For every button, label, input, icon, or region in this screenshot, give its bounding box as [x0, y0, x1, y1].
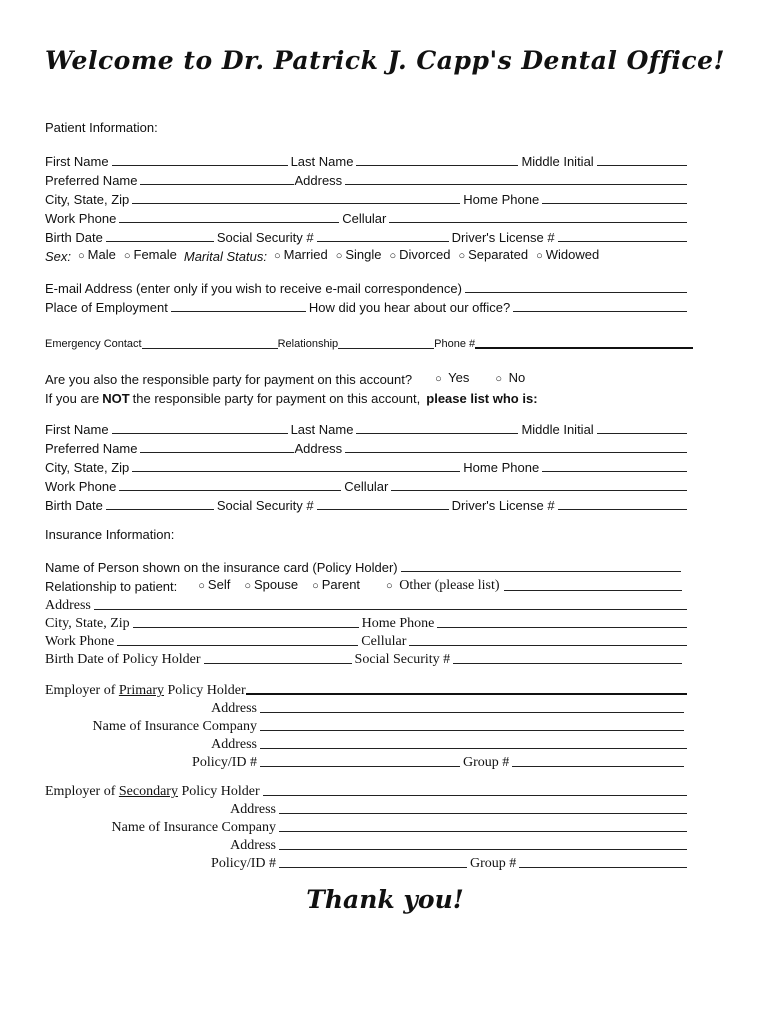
secondary-address2-field[interactable]: [279, 849, 687, 850]
email-field[interactable]: [465, 292, 687, 293]
relationship-field[interactable]: [338, 348, 434, 349]
ins-address-field[interactable]: [94, 609, 687, 610]
primary-policy-label: Policy/ID #: [192, 755, 257, 770]
how-heard-field[interactable]: [513, 311, 687, 312]
resp-cellular-label: Cellular: [344, 479, 389, 494]
cellular-label: Cellular: [342, 211, 387, 226]
secondary-group-label: Group #: [470, 856, 517, 871]
resp-first-name-label: First Name: [45, 422, 109, 437]
primary-address-label: Address: [211, 701, 257, 716]
secondary-policy-label: Policy/ID #: [211, 856, 276, 871]
marital-option-divorced[interactable]: [386, 247, 455, 264]
address-label: Address: [294, 173, 343, 188]
resp-preferred-name-label: Preferred Name: [45, 441, 138, 456]
sex-option-male[interactable]: [74, 247, 120, 264]
ins-cellular-label: Cellular: [361, 634, 407, 649]
radio-circle-icon: ○: [78, 250, 85, 262]
ins-birth-row: [45, 648, 682, 667]
ins-work-row: [45, 630, 687, 649]
birth-date-label: Birth Date: [45, 230, 103, 245]
radio-circle-icon: ○: [495, 373, 503, 385]
patient-name-row: [45, 150, 687, 169]
last-name-label: Last Name: [290, 154, 354, 169]
primary-address2-field[interactable]: [260, 748, 687, 749]
secondary-policy-row: [45, 852, 687, 871]
patient-email-row: [45, 277, 687, 296]
resp-birth-date-field[interactable]: [106, 509, 214, 510]
primary-policy-row: [45, 751, 684, 770]
responsible-instruction-row: [45, 387, 687, 406]
ins-birth-date-field[interactable]: [204, 663, 352, 664]
primary-company-label: Name of Insurance Company: [92, 719, 257, 734]
radio-circle-icon: ○: [312, 580, 319, 592]
radio-circle-icon: ○: [458, 250, 466, 262]
primary-employer-row: [45, 679, 687, 698]
secondary-address-row: [45, 798, 687, 817]
resp-drivers-license-label: Driver's License #: [451, 498, 555, 513]
secondary-address2-row: [45, 834, 687, 853]
relationship-option-parent[interactable]: [302, 577, 364, 594]
policy-holder-name-row: [45, 556, 681, 575]
insurance-info-heading: Insurance Information:: [45, 527, 175, 542]
cellular-field[interactable]: [389, 222, 687, 223]
sex-option-label: Male: [87, 247, 116, 262]
primary-address2-label: Address: [211, 737, 257, 752]
birth-date-field[interactable]: [106, 241, 214, 242]
responsible-instruction-b: the responsible party for payment on this account,: [132, 391, 421, 406]
policy-holder-name-field[interactable]: [401, 571, 681, 572]
marital-status-label: Marital Status:: [183, 249, 267, 264]
marital-option-label: Widowed: [545, 247, 600, 262]
secondary-company-row: [45, 816, 687, 835]
marital-option-single[interactable]: [332, 247, 386, 264]
patient-birth-row: [45, 226, 687, 245]
resp-address-label: Address: [294, 441, 343, 456]
resp-home-phone-field[interactable]: [542, 471, 687, 472]
marital-option-widowed[interactable]: [532, 247, 603, 264]
employment-label: Place of Employment: [45, 300, 168, 315]
primary-address-row: [45, 697, 687, 716]
primary-employer-text-b: Policy Holder: [167, 683, 246, 698]
resp-middle-initial-field[interactable]: [597, 433, 687, 434]
primary-employer-field[interactable]: [246, 693, 687, 695]
secondary-employer-text-a: Employer of: [45, 784, 116, 799]
drivers-license-label: Driver's License #: [451, 230, 555, 245]
primary-group-label: Group #: [463, 755, 510, 770]
resp-cellular-field[interactable]: [391, 490, 687, 491]
relationship-option-label: Spouse: [253, 577, 299, 592]
first-name-field[interactable]: [112, 165, 288, 166]
home-phone-field[interactable]: [542, 203, 687, 204]
employment-field[interactable]: [171, 311, 306, 312]
social-security-label: Social Security #: [216, 230, 314, 245]
resp-drivers-license-field[interactable]: [558, 509, 687, 510]
resp-last-name-field[interactable]: [356, 433, 518, 434]
resp-work-phone-field[interactable]: [119, 490, 341, 491]
social-security-field[interactable]: [317, 241, 449, 242]
relationship-option-spouse[interactable]: [234, 577, 302, 594]
ins-city-state-zip-label: City, State, Zip: [45, 616, 130, 631]
policy-holder-name-label: Name of Person shown on the insurance card (Policy Holder): [45, 560, 398, 575]
ins-social-security-label: Social Security #: [354, 652, 451, 667]
email-label: E-mail Address (enter only if you wish to receive e-mail correspondence): [45, 281, 462, 296]
radio-circle-icon: ○: [386, 580, 393, 592]
sex-label: Sex:: [45, 249, 72, 264]
resp-work-phone-label: Work Phone: [45, 479, 117, 494]
sex-option-female[interactable]: [120, 247, 181, 264]
thank-you-text: Thank you!: [306, 885, 464, 914]
city-state-zip-label: City, State, Zip: [45, 192, 130, 207]
ins-home-phone-label: Home Phone: [361, 616, 435, 631]
resp-city-state-zip-field[interactable]: [132, 471, 460, 472]
secondary-address-label: Address: [230, 802, 276, 817]
resp-last-name-label: Last Name: [290, 422, 354, 437]
preferred-name-field[interactable]: [140, 184, 294, 185]
emergency-contact-label: Emergency Contact: [45, 338, 142, 350]
secondary-employer-text-b: Policy Holder: [181, 784, 260, 799]
radio-circle-icon: ○: [198, 580, 205, 592]
relationship-other-field[interactable]: [504, 590, 683, 591]
patient-city-row: [45, 188, 687, 207]
primary-company-row: [45, 715, 687, 734]
ins-home-phone-field[interactable]: [437, 627, 687, 628]
resp-first-name-field[interactable]: [112, 433, 288, 434]
secondary-policy-field[interactable]: [279, 867, 467, 868]
emergency-phone-field[interactable]: [475, 347, 693, 349]
resp-home-phone-label: Home Phone: [463, 460, 540, 475]
patient-sex-marital-row: [45, 245, 687, 264]
ins-address-label: Address: [45, 598, 91, 613]
secondary-group-field[interactable]: [519, 867, 687, 868]
patient-info-heading: Patient Information:: [45, 120, 158, 135]
address-field[interactable]: [345, 184, 687, 185]
secondary-employer-field[interactable]: [263, 795, 687, 796]
responsible-question-row: [45, 368, 687, 387]
secondary-employer-word: Secondary: [118, 784, 178, 799]
ins-address-row: [45, 594, 687, 613]
city-state-zip-field[interactable]: [132, 203, 460, 204]
responsible-instruction-c: please list who is:: [426, 391, 538, 406]
resp-birth-date-label: Birth Date: [45, 498, 103, 513]
responsible-no-option[interactable]: [473, 370, 529, 387]
radio-circle-icon: ○: [536, 250, 543, 262]
responsible-no-label: No: [508, 370, 526, 385]
responsible-work-row: [45, 475, 687, 494]
primary-group-field[interactable]: [512, 766, 684, 767]
ins-work-phone-label: Work Phone: [45, 634, 115, 649]
marital-option-label: Single: [345, 247, 382, 262]
first-name-label: First Name: [45, 154, 109, 169]
primary-employer-label: [45, 683, 246, 698]
relationship-to-patient-row: [45, 575, 682, 594]
patient-employment-row: [45, 296, 687, 315]
relationship-option-other[interactable]: [364, 578, 503, 594]
radio-circle-icon: ○: [123, 250, 131, 262]
resp-middle-initial-label: Middle Initial: [521, 422, 594, 437]
middle-initial-field[interactable]: [597, 165, 687, 166]
marital-option-label: Married: [283, 247, 328, 262]
relationship-label: Relationship: [277, 338, 339, 350]
primary-company-field[interactable]: [260, 730, 684, 731]
emergency-contact-field[interactable]: [142, 348, 278, 349]
secondary-employer-label: [45, 784, 263, 799]
ins-social-security-field[interactable]: [453, 663, 682, 664]
primary-employer-text-a: Employer of: [45, 683, 116, 698]
primary-employer-word: Primary: [118, 683, 164, 698]
relationship-option-label: Self: [207, 577, 231, 592]
responsible-yes-label: Yes: [448, 370, 470, 385]
work-phone-field[interactable]: [119, 222, 339, 223]
radio-circle-icon: ○: [273, 250, 281, 262]
responsible-yes-option[interactable]: [415, 370, 473, 387]
responsible-instruction-not: NOT: [102, 391, 130, 406]
how-heard-label: How did you hear about our office?: [308, 300, 511, 315]
ins-city-state-zip-field[interactable]: [133, 627, 359, 628]
relationship-option-label: Other (please list): [399, 578, 500, 593]
patient-preferred-row: [45, 169, 687, 188]
relationship-option-label: Parent: [321, 577, 361, 592]
primary-address-field[interactable]: [260, 712, 684, 713]
emergency-phone-label: Phone #: [434, 338, 476, 350]
middle-initial-label: Middle Initial: [521, 154, 594, 169]
ins-birth-date-label: Birth Date of Policy Holder: [45, 652, 201, 667]
resp-preferred-name-field[interactable]: [140, 452, 294, 453]
responsible-name-row: [45, 418, 687, 437]
marital-option-married[interactable]: [270, 247, 332, 264]
sex-option-label: Female: [133, 247, 177, 262]
resp-city-state-zip-label: City, State, Zip: [45, 460, 130, 475]
radio-circle-icon: ○: [244, 580, 251, 592]
emergency-contact-row: [45, 333, 693, 352]
marital-option-label: Separated: [468, 247, 529, 262]
ins-cellular-field[interactable]: [409, 645, 687, 646]
last-name-field[interactable]: [356, 165, 518, 166]
secondary-company-label: Name of Insurance Company: [111, 820, 276, 835]
ins-work-phone-field[interactable]: [117, 645, 358, 646]
resp-address-field[interactable]: [345, 452, 687, 453]
primary-policy-field[interactable]: [260, 766, 460, 767]
radio-circle-icon: ○: [435, 373, 442, 385]
responsible-city-row: [45, 456, 687, 475]
responsible-preferred-row: [45, 437, 687, 456]
marital-option-separated[interactable]: [454, 247, 532, 264]
secondary-address2-label: Address: [230, 838, 276, 853]
preferred-name-label: Preferred Name: [45, 173, 138, 188]
primary-address2-row: [45, 733, 687, 752]
resp-social-security-label: Social Security #: [216, 498, 314, 513]
ins-city-row: [45, 612, 687, 631]
secondary-company-field[interactable]: [279, 831, 687, 832]
relationship-option-self[interactable]: [180, 577, 234, 594]
work-phone-label: Work Phone: [45, 211, 117, 226]
relationship-to-patient-label: Relationship to patient:: [45, 579, 178, 594]
secondary-address-field[interactable]: [279, 813, 687, 814]
radio-circle-icon: ○: [389, 250, 397, 262]
responsible-birth-row: [45, 494, 687, 513]
responsible-instruction-a: If you are: [45, 391, 100, 406]
page-title: Welcome to Dr. Patrick J. Capp's Dental Office!: [45, 46, 725, 75]
responsible-question: Are you also the responsible party for payment on this account?: [45, 372, 413, 387]
secondary-employer-row: [45, 780, 687, 799]
patient-work-row: [45, 207, 687, 226]
drivers-license-field[interactable]: [558, 241, 687, 242]
radio-circle-icon: ○: [335, 250, 343, 262]
resp-social-security-field[interactable]: [317, 509, 449, 510]
home-phone-label: Home Phone: [463, 192, 540, 207]
marital-option-label: Divorced: [399, 247, 451, 262]
